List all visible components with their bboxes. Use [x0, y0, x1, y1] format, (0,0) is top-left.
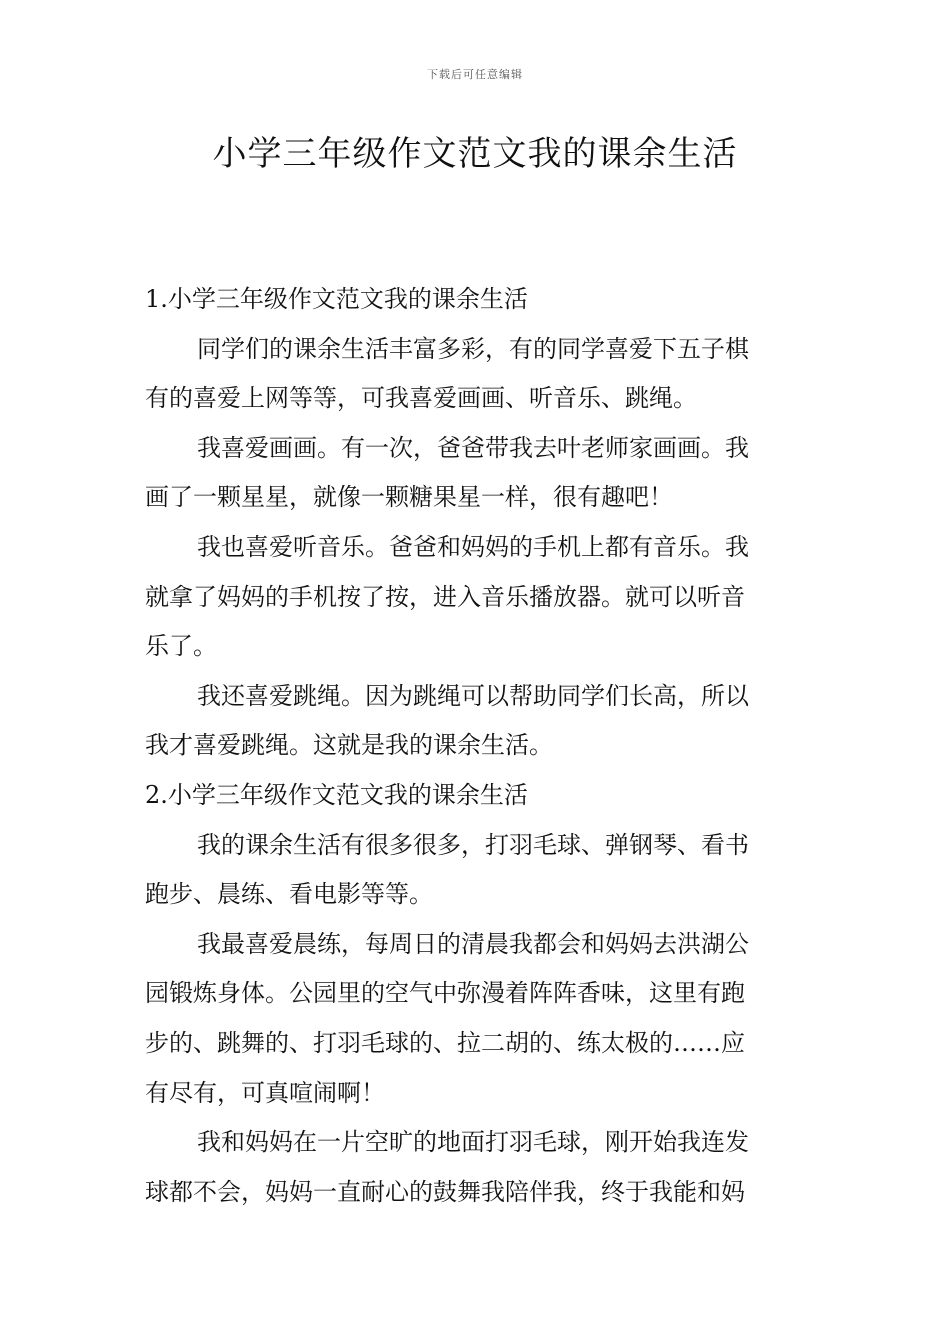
paragraph-line: 我最喜爱晨练，每周日的清晨我都会和妈妈去洪湖公 — [197, 929, 749, 958]
document-title: 小学三年级作文范文我的课余生活 — [212, 134, 738, 174]
paragraph-line: 我才喜爱跳绳。这就是我的课余生活。 — [145, 731, 553, 760]
page-header-note: 下载后可任意编辑 — [427, 68, 523, 81]
paragraph-line: 我喜爱画画。有一次，爸爸带我去叶老师家画画。我 — [197, 433, 749, 462]
paragraph-line: 园锻炼身体。公园里的空气中弥漫着阵阵香味，这里有跑 — [145, 979, 745, 1008]
paragraph-line: 我还喜爱跳绳。因为跳绳可以帮助同学们长高，所以 — [197, 681, 749, 710]
paragraph-line: 我和妈妈在一片空旷的地面打羽毛球，刚开始我连发 — [197, 1128, 749, 1157]
paragraph-line: 有尽有，可真喧闹啊！ — [145, 1078, 385, 1107]
paragraph-line: 就拿了妈妈的手机按了按，进入音乐播放器。就可以听音 — [145, 582, 745, 611]
paragraph-line: 有的喜爱上网等等，可我喜爱画画、听音乐、跳绳。 — [145, 384, 697, 413]
paragraph-line: 我也喜爱听音乐。爸爸和妈妈的手机上都有音乐。我 — [197, 532, 749, 561]
section-heading: 2.小学三年级作文范文我的课余生活 — [145, 780, 528, 809]
paragraph-line: 乐了。 — [145, 632, 217, 661]
document-body — [145, 275, 807, 1217]
paragraph-line: 我的课余生活有很多很多，打羽毛球、弹钢琴、看书 — [197, 830, 749, 859]
paragraph-line: 跑步、晨练、看电影等等。 — [145, 880, 433, 909]
paragraph-line: 画了一颗星星，就像一颗糖果星一样，很有趣吧！ — [145, 483, 673, 512]
paragraph-line: 步的、跳舞的、打羽毛球的、拉二胡的、练太极的……应 — [145, 1028, 745, 1057]
paragraph-line: 同学们的课余生活丰富多彩，有的同学喜爱下五子棋 — [197, 334, 749, 363]
section-heading: 1.小学三年级作文范文我的课余生活 — [145, 285, 528, 313]
paragraph-line: 球都不会，妈妈一直耐心的鼓舞我陪伴我，终于我能和妈 — [145, 1177, 745, 1206]
